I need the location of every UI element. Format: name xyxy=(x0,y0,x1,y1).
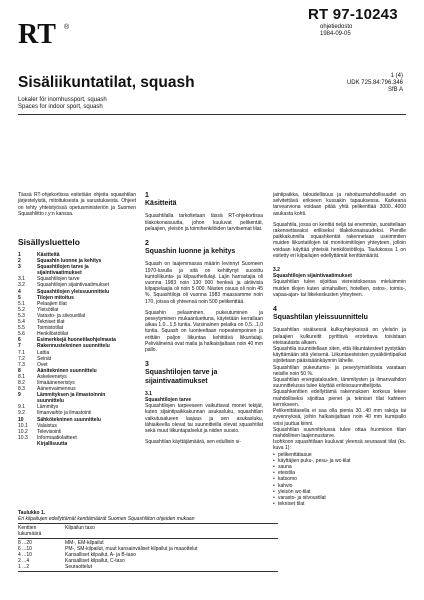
page-indicator: 1 (4) xyxy=(390,73,403,79)
toc-item-label: Informaatiolaitteet xyxy=(37,434,77,441)
toc-item-label: Seinät xyxy=(37,355,52,362)
facility-list xyxy=(273,452,406,508)
table-row xyxy=(18,564,278,570)
col3-paragraph-11: Isohkoon squashtilaan kuuluvat yleensä seuraavat tilat (ks. kuva 1): xyxy=(273,439,406,452)
toc-item-label: Tilojen mitoitus xyxy=(37,294,74,301)
toc-item-label: Varasto- ja siivoustilat xyxy=(37,312,86,319)
col3-paragraph-9: Pelikenttätasella ei saa olla pienia 30...40 mm rakoja tai syvennyksiä, joihin halkaisijaltaan noin 40 mm kumipallo voisi juuttua kiinni. xyxy=(273,408,406,427)
table-caption-number: Taulukko 1. xyxy=(18,510,46,516)
toc-item-number: 9 xyxy=(18,392,21,399)
table-cell-level: PM-, SM-kilpailut, muut kansainväliset kilpailut ja maaottelut xyxy=(65,546,198,552)
toc-item-label: Lämmitys xyxy=(37,404,59,411)
section-1-number: 1 xyxy=(145,192,149,199)
toc-item-label: Askeleenetys xyxy=(37,373,67,380)
rt-logo-text: RT xyxy=(18,20,56,46)
list-item-label: varasto- ja siivoustilat xyxy=(278,494,326,501)
table-bottom-rule xyxy=(18,571,278,572)
doc-number: RT 97-10243 xyxy=(308,6,398,23)
toc-item-number: 5.3 xyxy=(18,312,25,319)
col3-paragraph-6: Squashtilan pukeutumis- ja peseytymistiloista varataan neisille noin 50 %. xyxy=(273,364,406,377)
toc-heading: Sisällysluettelo xyxy=(18,237,80,247)
bullet-icon: • xyxy=(273,476,275,483)
table-header-rule xyxy=(18,538,278,539)
col3-paragraph-5: Squashtila suunnitellaan siten, että liikuntatesteet pystytään käyttämään sitä yleisenä. Liikuntaesteisten pysäköintipaikat sijoitetaan pääsisäänkäynnin lähelle. xyxy=(273,346,406,365)
section-2-title: Squashin luonne ja kehitys xyxy=(145,248,236,256)
toc-item-label: Lämmityksen ja ilmastoinnin xyxy=(37,392,106,399)
col3-paragraph-2: Squashtila, jossa on kenttiä neljä tai enemmän, suositellaan rakennettavaksi erilliseksi tilakokonaisuudeksi. Pienille paikkakunnilla squashkentät rakennetaan useimmiten muiden liikuntatilojen tai monitoimitilojen yhteyteen, jolloin voidaan käyttää yhteisiä henkilöstötiloja. Taulukossa 1 on esitetty eri kilpailujen edellyttämät kenttämäärät. xyxy=(273,221,406,259)
table-body xyxy=(18,540,278,570)
table-cell-level: Seuraottelut xyxy=(65,564,92,570)
section-1-text: Squashtilalla tarkoitetaan tässä RT-ohjekortissa tilakokonaisuutta, johon kuuluvat pelikentät, pelaajien, yleisön ja toimihenkilöiden tarvitsemat tilat. xyxy=(145,213,263,232)
bullet-icon: • xyxy=(273,451,275,458)
toc-item-label: Squashtilojen tarve xyxy=(37,276,80,283)
toc-item-label: Squashtilojen tarve ja xyxy=(37,264,89,271)
toc-item-label: Squashtilojen yleissuunnittelu xyxy=(37,288,110,295)
toc-item-number: 10 xyxy=(18,416,24,423)
toc-item-number: 6 xyxy=(18,337,21,344)
toc-item-label: sijaintivaatimukset xyxy=(37,270,82,277)
bullet-icon: • xyxy=(273,463,275,470)
table-cell-level: Kansalliset kilpailut, A- ja B-taso xyxy=(65,552,136,558)
toc-item-number: 8 xyxy=(18,367,21,374)
table-1 xyxy=(18,510,278,573)
toc-item-label: Käsitteitä xyxy=(37,252,60,258)
subtitle-swedish: Lokaler för inomhussport, squash xyxy=(18,97,107,103)
toc-item xyxy=(18,441,136,447)
toc-item-number xyxy=(18,441,37,447)
table-header-level: Kilpailun taso xyxy=(65,525,95,531)
section-3-1-text: Squashtilojen tarpeeseen vaikuttavat monet tekijät, kuten sijaintipaikkakunnan asukasluku, squashtilan vaikutusalueen laajuus ja sen asukasluku, lähiaikeella olevat tai suunnitteilla olevat squashtilat sekä muut liikuntapalvelut ja niiden suosio. xyxy=(145,403,263,435)
section-4-number: 4 xyxy=(273,306,277,314)
toc-item-label: suunnittelu xyxy=(37,398,64,405)
toc-item-number: 3 xyxy=(18,264,21,271)
rt-logo-mark xyxy=(18,20,78,46)
section-4-title: Squashtilan yleissuunnittelu xyxy=(273,314,368,322)
toc-item-number: 8.1 xyxy=(18,373,25,380)
toc-item-label: Esimerkkejä huonetilaohjelmasta xyxy=(37,337,116,344)
toc-item-label: Henkilöstötilat xyxy=(37,331,69,338)
toc-item-number: 3.2 xyxy=(18,282,25,289)
udk-code: UDK 725.84:796.346 xyxy=(346,80,403,87)
toc-item-number: 7.2 xyxy=(18,355,25,362)
toc-item-number: 4 xyxy=(18,288,21,295)
toc-item-label: Sähkötekninen suunnittelu xyxy=(37,416,101,423)
toc-item-number: 7.1 xyxy=(18,349,25,356)
bullet-icon: • xyxy=(273,494,275,501)
col3-paragraph-7: Squashtilan energiatalouden, lämmitysten ja ilmanvaihdon suunnittelussa tulee käyttää eriloissuunnittelijoita. xyxy=(273,377,406,390)
toc-item-label: Lattia xyxy=(37,349,50,356)
list-item-label: eteistila xyxy=(278,470,295,477)
toc-item-number: 7.3 xyxy=(18,361,25,368)
section-2-number: 2 xyxy=(145,240,149,248)
section-3-title: Squashtilojen tarve ja sijaintivaatimukset xyxy=(145,369,218,385)
table-cell-level: Kansalliset kilpailut, C-taso xyxy=(65,558,125,564)
toc-item-number: 10.2 xyxy=(18,428,28,435)
intro-paragraph: Tässä RT-ohjekortissa esitetään ohjeita squashtilan järjestelyistä, mitoituksesta ja varustuksesta. Ohjeet on tehty yhteistyössä opetusministeriön ja Suomen Squashliitto r.y:n kanssa. xyxy=(18,192,136,218)
toc-item-number: 10.3 xyxy=(18,434,28,441)
col3-paragraph-4: Squashtilan sisäisessä kulkuyhteyksissä on yleisön ja pelaajien kulkureitit pyrittävä erotettava toisistaan eteisaulasta alkaen. xyxy=(273,327,406,346)
toc-item-number: 1 xyxy=(18,252,21,258)
section-3-2-number: 3.2 xyxy=(273,267,280,274)
section-3-2-title: Squashtilojen sijaintivaatimukset xyxy=(273,273,352,280)
list-item-label: käyttäjien puku-, pesu- ja wc-tilat xyxy=(278,457,351,464)
table-caption-text: Eri kilpailujen edellyttämät kenttämäärät Suomen Squashliiton ohjeiden mukaan xyxy=(18,516,195,522)
table-cell-count: 2 ...4 xyxy=(18,558,30,564)
section-2-text: Squash on laajemmassa määrin levinnyt Suomeen 1970-luvulla ja sitä on kehittynyt suosittu kuntoliikunta- ja kilpaurheilulaji. Lajin harrastajia oli vuonna 1983 noin 130 000 henkeä ja aktiivisia kilpapelaajia oli noin 5 000. Nästen osuus oli noin 45 %. Squashtiloja oli vuonna 1983 maassamme noin 170, joissa oli yhteensä noin 500 pelikenttää. xyxy=(145,261,263,305)
toc-item-number: 5.4 xyxy=(18,319,25,326)
column-3 xyxy=(273,192,406,507)
toc-item-label: Kirjallisuutta xyxy=(37,440,68,447)
table-cell-count: 1 ...2 xyxy=(18,564,30,570)
table-of-contents xyxy=(18,252,136,447)
toc-item-label: Ilmanvaihto ja ilmastointi xyxy=(37,410,92,417)
toc-item-number: 3.1 xyxy=(18,276,25,283)
toc-item-label: Äänitekninen suunnittelu xyxy=(37,367,97,374)
col3-paragraph-10: Squashtilan suunnittelussa tulee ottaa huomioon tilan mahdollinen laajennustarve. xyxy=(273,426,406,439)
list-item-label: pelikenttätasue xyxy=(278,451,312,458)
col3-paragraph-1: jaintipaikka, taloudellisuus ja rahoitusmahdollisuudet on selvitettävä erikseen kussakin tapauksessa. Karkeana tarvearviona voidaan pitää yhtä pelikenttää 3000...4000 asukasta kohti. xyxy=(273,192,406,217)
subtitle-english: Spaces for indoor sport, squash xyxy=(18,104,103,110)
toc-item-label: Squashtilojen sijaintivaatimukset xyxy=(37,282,109,289)
table-header-count-a: Kenttien xyxy=(18,525,37,531)
registered-mark: ® xyxy=(64,24,70,31)
toc-item-label: Squashin luonne ja kehitys xyxy=(37,258,102,265)
section-2-text-2: Squashin pelaaminen, pukeutuminen ja peseytyminen mukaanluettuna, käytetään kerrallaan aikaa 1,0...1,5 tuntia. Varsinainen pelaika on 0,5...1,0 tuntia. Squash on luonteeltaan nopeatempoinen ja erittäin paljon liikuntaa kehittävä liikuntalaji. Pelivälineinä ovat maila ja halkaisijaltaan noin 40 mm pallo. xyxy=(145,309,263,354)
toc-item-number: 2 xyxy=(18,258,21,265)
table-header-count-b: lukumäärä xyxy=(18,531,42,537)
doc-date: 1984-09-05 xyxy=(320,31,351,37)
toc-item-number: 5.5 xyxy=(18,325,25,332)
toc-item-number: 5.6 xyxy=(18,331,25,338)
col3-paragraph-3: Squashtilan tulee sijoittaa viereistoksessa mieluimmin muiden tilojen kuten uimahallien, hotellien, ostos-, toimis-, vapaa-ajan- tai liikekeskusten yhteyteen. xyxy=(273,279,406,298)
list-item-label: yleisön wc-tilat xyxy=(278,488,311,495)
toc-item-number: 10.1 xyxy=(18,422,28,429)
column-2 xyxy=(145,192,263,446)
table-cell-count: 4 ...10 xyxy=(18,552,32,558)
toc-item-label: Yleisötilat xyxy=(37,306,59,313)
toc-item-label: Ilmaääneneristys xyxy=(37,379,75,386)
col3-paragraph-8: Squashkenttien edellyttämä rakennuksen korkeus tekee mahdolliseksi sijoittaa pienet ja tekniset tilat kahteen kerrokseen. xyxy=(273,389,406,408)
toc-item-number: 5.2 xyxy=(18,306,25,313)
section-3-number: 3 xyxy=(145,361,149,369)
toc-item-label: Valaistus xyxy=(37,422,57,429)
toc-item-number: 8.2 xyxy=(18,379,25,386)
bullet-icon: • xyxy=(273,501,275,508)
table-top-rule xyxy=(18,523,278,524)
header-divider xyxy=(18,114,406,115)
toc-item-number: 9.2 xyxy=(18,410,25,417)
list-item-label: kahvio xyxy=(278,482,293,489)
bullet-icon: • xyxy=(273,457,275,464)
toc-item-number: 5 xyxy=(18,294,21,301)
toc-item-number: 9.1 xyxy=(18,404,25,411)
toc-item-label: Toimistotilat xyxy=(37,325,64,332)
toc-item-label: Pelaajien tilat xyxy=(37,300,67,307)
toc-item-label: Äänenvaimennus xyxy=(37,386,76,393)
classification-meta xyxy=(319,73,403,95)
toc-item-label: Tekniset tilat xyxy=(37,319,65,326)
bullet-icon: • xyxy=(273,470,275,477)
sfb-code: SfB A xyxy=(387,87,403,94)
toc-item-number: 7 xyxy=(18,343,21,350)
section-1-title: Käsitteitä xyxy=(145,200,177,208)
list-item-label: tekniset tilat xyxy=(278,501,305,508)
table-cell-level: MM-, EM-kilpailut xyxy=(65,540,104,546)
page-title: Sisäliikuntatilat, squash xyxy=(18,74,195,91)
list-item-label: katsomo xyxy=(278,476,297,483)
toc-item-label: Ovet xyxy=(37,361,48,368)
toc-item-label: Televisointi xyxy=(37,428,62,435)
bullet-icon: • xyxy=(273,488,275,495)
list-item-label: sauna xyxy=(278,463,292,470)
section-3-1-number: 3.1 xyxy=(145,390,152,397)
section-3-1-text-2: Squashtilan käyttäjämäärä, sen edullisin si- xyxy=(145,439,241,446)
toc-item-label: Rakennustekninen suunnittelu xyxy=(37,343,110,350)
table-header-row-2 xyxy=(18,531,278,537)
toc-item-number: 5.1 xyxy=(18,300,25,307)
bullet-icon: • xyxy=(273,482,275,489)
section-3-1-title: Squashtilojen tarve xyxy=(145,397,192,404)
list-item xyxy=(273,501,406,507)
rt-logo xyxy=(18,20,78,46)
doc-kind: ohjetiedosto xyxy=(320,24,353,30)
toc-item-number: 8.3 xyxy=(18,386,25,393)
table-cell-count: 6 ...10 xyxy=(18,546,32,552)
table-cell-count: 8 ...20 xyxy=(18,540,32,546)
